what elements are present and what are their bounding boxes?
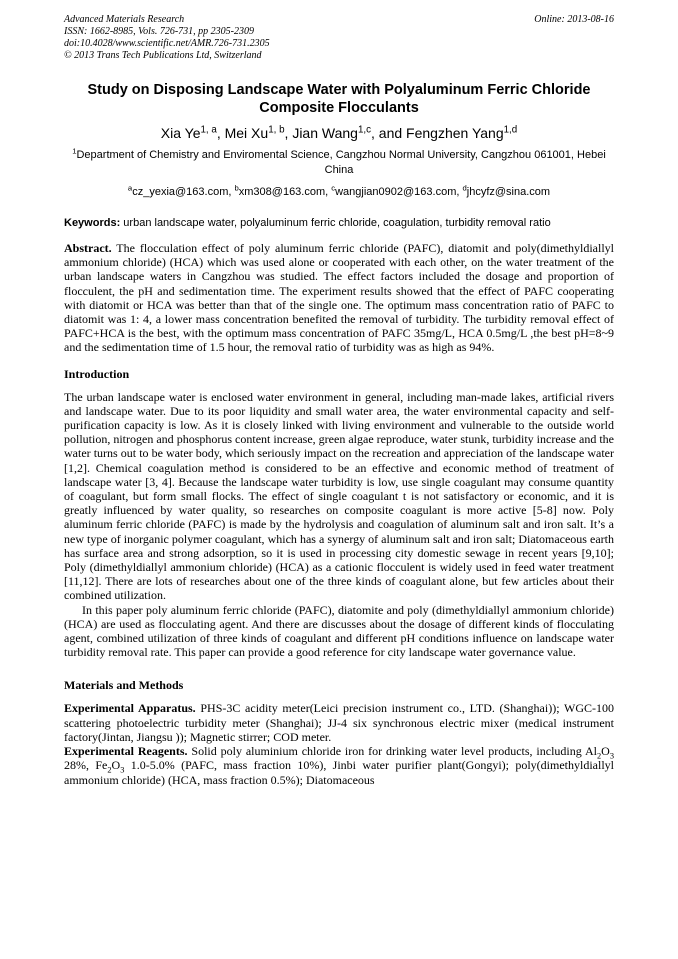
author-name: Fengzhen Yang — [406, 125, 504, 141]
keywords-text: urban landscape water, polyaluminum ferric chloride, coagulation, turbidity removal ratio — [120, 217, 551, 229]
author-list: Xia Ye$^{1, a}$, Mei Xu$^{1, b}$, Jian Wang$^{1,c}$, and Fengzhen Yang$^{1,d}$ — [160, 124, 518, 141]
affiliation-sup: 1 — [72, 146, 77, 156]
doi-line: doi:10.4028/www.scientific.net/AMR.726-731.2305 — [64, 38, 270, 49]
apparatus-paragraph — [64, 701, 614, 744]
email-link[interactable]: xm308@163.com — [238, 186, 326, 198]
author-sup: 1, a — [200, 124, 217, 136]
author-sup: 1,d — [503, 124, 518, 136]
author-name: Jian Wang — [292, 125, 358, 141]
apparatus-text: PHS-3C acidity meter(Leici precision instrument co., LTD. (Shanghai)); WGC-100 scattering photoelectric turbidity meter (Shanghai); JJ-4 six synchronous electric mixer (medical instrument factory(Jintan, Jiangsu )); Magnetic stirrer; COD meter. — [64, 701, 614, 744]
intro-paragraph-2: In this paper poly aluminum ferric chloride (PAFC), diatomite and poly (dimethyldiallyl ammonium chloride) (HCA) are used as flocculating agent. And there are discusses about the dosage of different kinds of flocculating agent, combined utilization of three kinds of coagulant and different pH conditions influence on landscape water turbidity removal rate. This paper can provide a good reference for city landscape water governance value. — [64, 602, 614, 660]
author-sup: 1, b — [268, 124, 285, 136]
affiliation — [64, 148, 614, 178]
intro-paragraph-1: The urban landscape water is enclosed water environment in general, including man-made lakes, artificial rivers and landscape water. Due to its poor liquidity and small water area, the water environmental capacity and self-purification capacity is low. As it is closely linked with living environment and vulnerable to the outside world pollution, nitrogen and phosphorus content increase, green algae reproduce, water stunk, turbidity increase and the water turns out to be water body, which seriously impact on the recreation and appreciation of the landscape water [1,2]. Chemical coagulation method is considered to be an effective and economic method of treatment of landscape water [3, 4]. Because the landscape water turbidity is low, use single coagulant may consume quantity of coagulant, but form small flocks. The effect of single coagulant t is not satisfactory or economic, and it is greatly influenced by water quality, so researches on composite coagulant is more active [5-8] now. Poly aluminum ferric chloride (PAFC) is made by the hydrolysis and coagulation of aluminum salt and iron salt. It’s a new type of inorganic polymer coagulant, which has a synergy of aluminum salt and iron salt; Diatomaceous earth has surface area and strong adsorption, so it is used in processing city domestic sewage in recent years [9,10]; Poly (dimethyldiallyl ammonium chloride) (HCA) as a cationic flocculent is widely used in feed water treatment [11,12]. There are lots of researches about one of the three kinds of coagulant alone, but few articles about their combined utilization. — [64, 389, 614, 603]
keywords-label: Keywords: — [64, 217, 121, 229]
abstract-label: Abstract. — [64, 241, 112, 255]
paper-title: Study on Disposing Landscape Water with Polyaluminum Ferric Chloride Composite Flocculants — [87, 82, 591, 116]
apparatus-label: Experimental Apparatus. — [64, 701, 196, 716]
reagents-paragraph: Experimental Reagents. Solid poly aluminium chloride iron for drinking water level products, including $Al_2O_3$ 28%, $Fe_2O_3$ 1.0-5.0% (PAFC, mass fraction 10%), Jinbi water purifier plant(Gongyi); poly(dimethyldiallyl ammonium chloride) (HCA, mass fraction 0.5%); Diatomaceous — [64, 744, 614, 787]
copyright-line: © 2013 Trans Tech Publications Ltd, Switzerland — [64, 50, 262, 61]
author-sup: 1,c — [357, 124, 372, 136]
email-link[interactable]: jhcyfz@sina.com — [466, 186, 551, 198]
affiliation-text: Department of Chemistry and Enviromental Science, Cangzhou Normal University, Cangzhou 061001, Hebei China — [76, 149, 606, 176]
journal-name: Advanced Materials Research — [64, 14, 185, 25]
email-list: $^a$cz_yexia@163.com, $^b$xm308@163.com, $^c$wangjian0902@163.com, $^d$jhcyfz@sina.com — [127, 183, 551, 198]
email-link[interactable]: cz_yexia@163.com — [132, 186, 229, 198]
journal-header — [64, 14, 614, 62]
section-heading-methods: Materials and Methods — [64, 678, 184, 693]
abstract-text: The flocculation effect of poly aluminum ferric chloride (PAFC), diatomit and poly(dimethyldiallyl ammonium chloride) (HCA) which was used alone or cooperated with each other, on the water treatment of the urban landscape waters in Cangzhou was studied. The effect factors included the dosage and proportion of flocculent, the pH and sedimentation time. The experiment results showed that the effect of PAFC cooperating with diatomit or HCA was better than that of the single one. The optimum mass concentration ratio of PAFC to diatomit was 1: 4, a lower mass concentration benefited the removal of turbidity. The turbidity removal effect of PAFC+HCA is the best, with the optimum mass concentration of PAFC 35mg/L, HCA 0.5mg/L ,the best pH=8~9 and the sedimentation time of 1.5 hour, the removal ratio of turbidity was as high as 94%. — [64, 241, 614, 355]
reagents-label: Experimental Reagents. — [64, 744, 188, 759]
abstract — [64, 241, 614, 355]
section-heading-introduction: Introduction — [64, 366, 130, 381]
author-name: Xia Ye — [160, 125, 201, 141]
email-link[interactable]: wangjian0902@163.com — [335, 186, 457, 198]
online-date: Online: 2013-08-16 — [534, 14, 614, 25]
author-name: Mei Xu — [224, 125, 269, 141]
keywords — [64, 216, 614, 230]
issn-line: ISSN: 1662-8985, Vols. 726-731, pp 2305-2309 — [64, 26, 254, 37]
